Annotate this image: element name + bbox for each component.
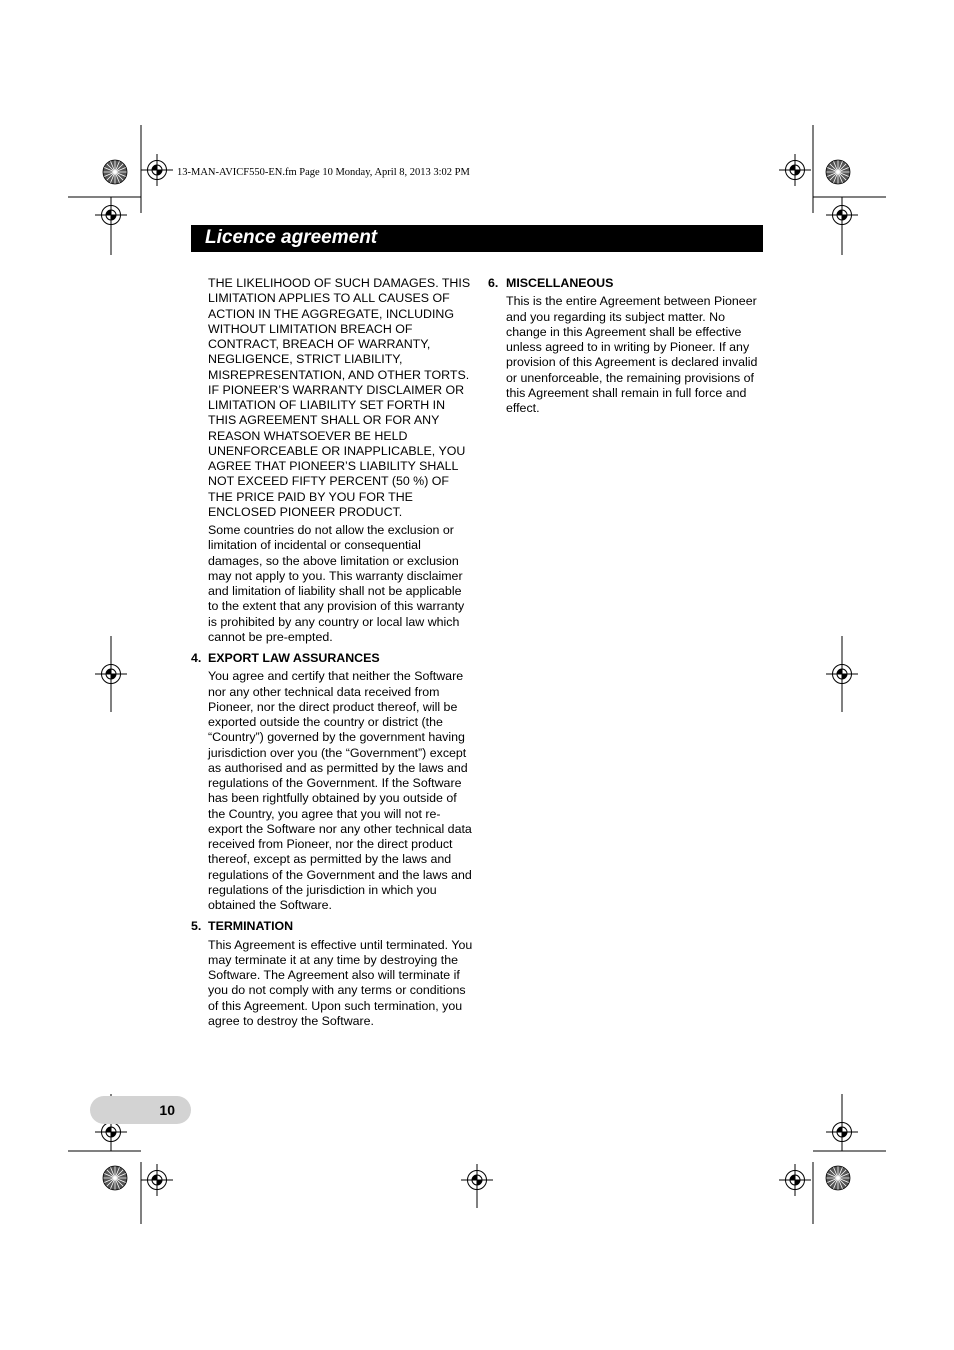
page-title: Licence agreement (205, 227, 378, 248)
page-number-badge (90, 1096, 191, 1124)
section-heading-termination (191, 919, 473, 934)
section-body: This is the entire Agreement between Pioneer and you regarding its subject matter. No change in this Agreement shall be effective unless agreed to in writing by Pioneer. If any provision of this Agreement is declared invalid or unenforceable, the remaining provisions of this Agreement shall remain in full force and effect. (506, 294, 758, 415)
page-number: 10 (159, 1102, 175, 1118)
section-body: This Agreement is effective until terminated. You may terminate it at any time by destroying the Software. The Agreement also will terminate if you do not comply with any terms or conditions of this Agreement. Upon such termination, you agree to destroy the Software. (208, 937, 473, 1028)
left-column (191, 276, 473, 1029)
section-number: 4. (191, 651, 202, 665)
section-title-bar (191, 225, 763, 252)
section-body: You agree and certify that neither the Software nor any other technical data received from Pioneer, nor the direct product thereof, will be exported outside the country or district (the “Country”) governed by the government having jurisdiction over you (the “Government”) except as authorised and as permitted by the laws and regulations of the Government. If the Software has been rightfully obtained by you outside of the Country, you agree that you will not re-export the Software nor any other technical data received from Pioneer, nor the direct product thereof, except as permitted by the laws and regulations of the Government and the laws and regulations of the jurisdiction in which you obtained the Software. (208, 669, 472, 912)
body-paragraph: Some countries do not allow the exclusion or limitation of incidental or consequential damages, so the above limitation or exclusion may not apply to you. This warranty disclaimer and limitation of liability shall not be applicable to the extent that any provision of this warranty is prohibited by any country or local law which cannot be pre-empted. (208, 523, 465, 644)
section-number: 5. (191, 919, 202, 934)
section-heading-text: MISCELLANEOUS (506, 276, 614, 290)
section-heading-text: EXPORT LAW ASSURANCES (208, 651, 380, 665)
section-heading-export-law (191, 651, 473, 666)
section-heading-miscellaneous (488, 276, 764, 291)
body-paragraph: THE LIKELIHOOD OF SUCH DAMAGES. THIS LIMITATION APPLIES TO ALL CAUSES OF ACTION IN THE AGGREGATE, INCLUDING WITHOUT LIMITATION BREACH OF CONTRACT, BREACH OF WARRANTY, NEGLIGENCE, STRICT LIABILITY, MISREPRESENTATION, AND OTHER TORTS. IF PIONEER’S WARRANTY DISCLAIMER OR LIMITATION OF LIABILITY SET FORTH IN THIS AGREEMENT SHALL OR FOR ANY REASON WHATSOEVER BE HELD UNENFORCEABLE OR INAPPLICABLE, YOU AGREE THAT PIONEER’S LIABILITY SHALL NOT EXCEED FIFTY PERCENT (50 %) OF THE PRICE PAID BY YOU FOR THE ENCLOSED PIONEER PRODUCT. (208, 276, 471, 519)
section-heading-text: TERMINATION (208, 919, 294, 934)
right-column (488, 276, 764, 416)
section-number: 6. (488, 276, 499, 290)
file-slug: 13-MAN-AVICF550-EN.fm Page 10 Monday, April 8, 2013 3:02 PM (177, 167, 470, 178)
